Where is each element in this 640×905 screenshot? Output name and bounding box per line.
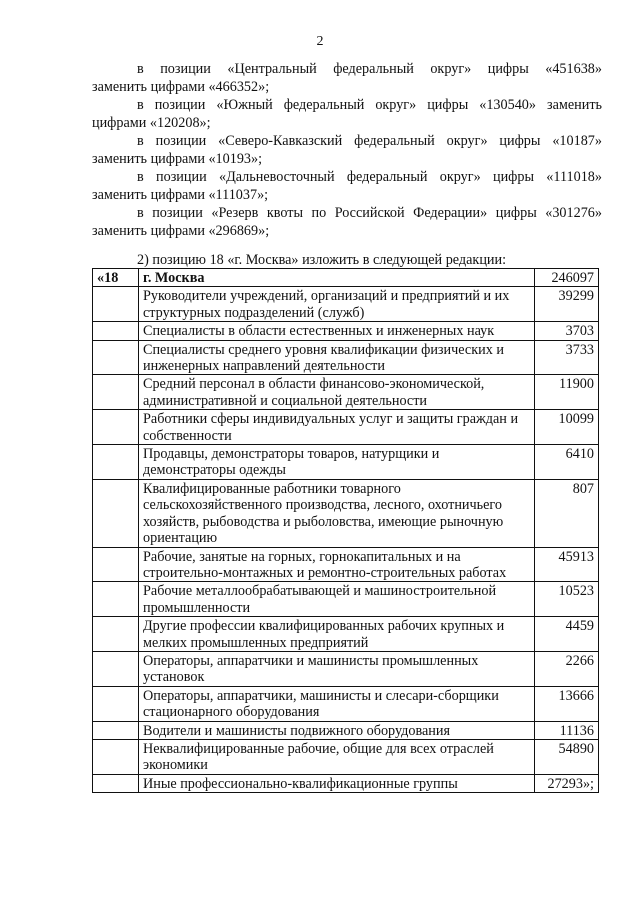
page-number: 2 <box>316 34 324 49</box>
paragraph-line: в позиции «Центральный федеральный округ» цифры «451638» <box>137 61 602 77</box>
amendment-paragraph <box>92 132 602 168</box>
table-row <box>93 547 599 582</box>
occupation-group: Водители и машинисты подвижного оборудования <box>139 721 535 739</box>
paragraph-line: заменить цифрами «466352»; <box>92 79 270 95</box>
table-row <box>93 721 599 739</box>
closing-quote: »; <box>582 775 594 792</box>
amendment-paragraph <box>92 96 602 132</box>
quota-value: 54890 <box>535 739 599 774</box>
occupation-group: Средний персонал в области финансово-экономической, административной и социальной деятельности <box>139 375 535 410</box>
occupation-group: Работники сферы индивидуальных услуг и защиты граждан и собственности <box>139 410 535 445</box>
quota-value: 6410 <box>535 445 599 480</box>
table-row <box>93 375 599 410</box>
occupation-group: Другие профессии квалифицированных рабочих крупных и мелких промышленных предприятий <box>139 617 535 652</box>
paragraph-line: в позиции «Северо-Кавказский федеральный округ» цифры «10187» <box>137 133 602 149</box>
quota-value: 807 <box>535 479 599 547</box>
quota-value: 3733 <box>535 340 599 375</box>
table-row <box>93 617 599 652</box>
paragraph-line: в позиции «Дальневосточный федеральный округ» цифры «111018» <box>137 169 602 185</box>
table-row <box>93 651 599 686</box>
occupation-group: Операторы, аппаратчики и машинисты промышленных установок <box>139 651 535 686</box>
table-row <box>93 774 599 792</box>
table-row <box>93 322 599 340</box>
table-row <box>93 582 599 617</box>
table-header-row <box>93 269 599 287</box>
occupation-group: Квалифицированные работники товарного сельскохозяйственного производства, лесного, охотничьего хозяйств, рыбоводства и рыболовства, имеющие рыночную ориентацию <box>139 479 535 547</box>
amendment-paragraph <box>92 60 602 96</box>
quota-value: 4459 <box>535 617 599 652</box>
region-total: 246097 <box>535 269 599 287</box>
occupation-group: Операторы, аппаратчики, машинисты и слесари-сборщики стационарного оборудования <box>139 686 535 721</box>
quota-value: 11900 <box>535 375 599 410</box>
quota-value: 45913 <box>535 547 599 582</box>
position-code: «18 <box>93 269 139 287</box>
paragraph-line: заменить цифрами «296869»; <box>92 223 270 239</box>
occupation-group: Специалисты среднего уровня квалификации физических и инженерных направлений деятельности <box>139 340 535 375</box>
paragraph-line: в позиции «Южный федеральный округ» цифры «130540» заменить <box>137 97 602 113</box>
table-row <box>93 686 599 721</box>
paragraph-line: заменить цифрами «10193»; <box>92 151 263 167</box>
occupation-group: Неквалифицированные рабочие, общие для всех отраслей экономики <box>139 739 535 774</box>
quota-value: 10099 <box>535 410 599 445</box>
quota-value: 39299 <box>535 287 599 322</box>
quota-value: 3703 <box>535 322 599 340</box>
table-row <box>93 445 599 480</box>
occupation-group: Специалисты в области естественных и инженерных наук <box>139 322 535 340</box>
quota-value: 13666 <box>535 686 599 721</box>
quota-value-text: 27293 <box>547 775 583 792</box>
quota-value: 11136 <box>535 721 599 739</box>
paragraph-line: цифрами «120208»; <box>92 115 211 131</box>
table-row <box>93 739 599 774</box>
table-row <box>93 287 599 322</box>
occupation-group: Продавцы, демонстраторы товаров, натурщики и демонстраторы одежды <box>139 445 535 480</box>
paragraph-line: в позиции «Резерв квоты по Российской Федерации» цифры «301276» <box>137 205 602 221</box>
quota-value: 10523 <box>535 582 599 617</box>
table-row <box>93 340 599 375</box>
paragraph-line: заменить цифрами «111037»; <box>92 187 269 203</box>
occupation-group: Рабочие, занятые на горных, горнокапитальных и на строительно-монтажных и ремонтно-строительных работах <box>139 547 535 582</box>
table-row <box>93 410 599 445</box>
table-intro: 2) позицию 18 «г. Москва» изложить в следующей редакции: <box>137 252 507 268</box>
region-name: г. Москва <box>139 269 535 287</box>
quota-value: 2266 <box>535 651 599 686</box>
amendment-paragraph <box>92 168 602 204</box>
quota-value <box>535 774 599 792</box>
occupation-group: Рабочие металлообрабатывающей и машиностроительной промышленности <box>139 582 535 617</box>
occupation-group: Иные профессионально-квалификационные группы <box>139 774 535 792</box>
quota-table <box>92 268 599 793</box>
table-row <box>93 479 599 547</box>
amendment-paragraph <box>92 204 602 240</box>
occupation-group: Руководители учреждений, организаций и предприятий и их структурных подразделений (служб) <box>139 287 535 322</box>
